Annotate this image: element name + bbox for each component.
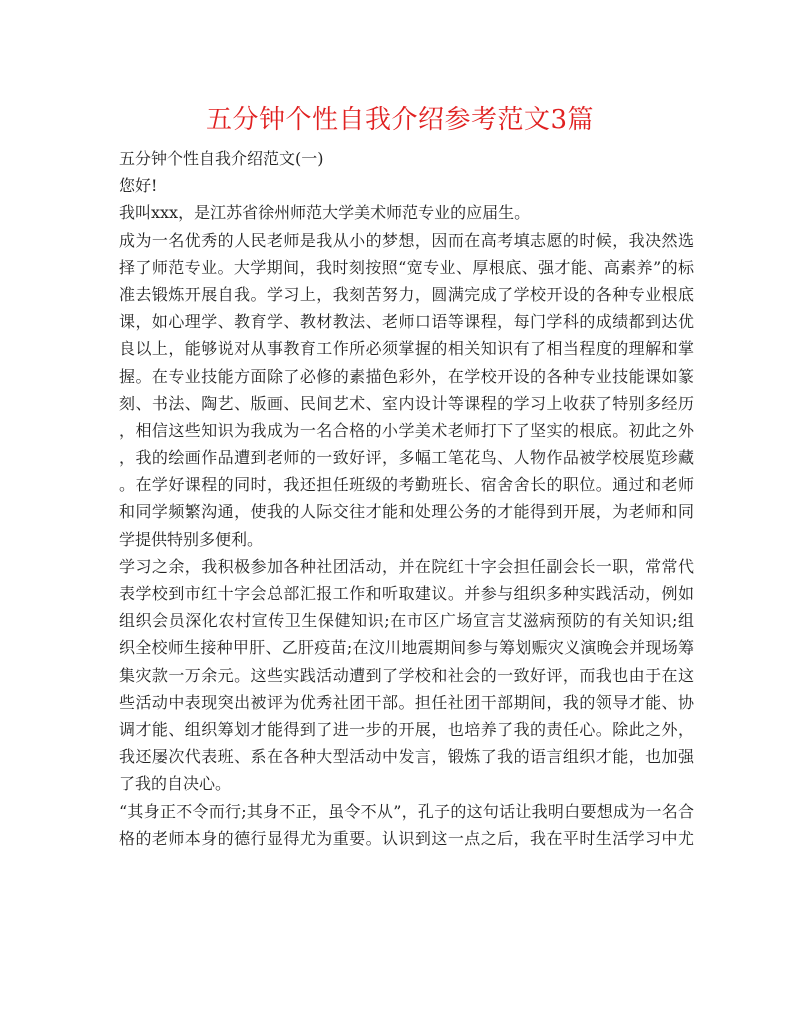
text-line: 握。在专业技能方面除了必修的素描色彩外，在学校开设的各种专业技能课如篆: [119, 366, 694, 386]
text-line: ，我的绘画作品遭到老师的一致好评，多幅工笔花鸟、人物作品被学校展览珍藏: [119, 448, 694, 468]
text-line: 学习之余，我积极参加各种社团活动，并在院红十字会担任副会长一职，常常代: [119, 556, 694, 576]
section-heading: 五分钟个性自我介绍范文(一): [119, 149, 324, 168]
text-line: ，相信这些知识为我成为一名合格的小学美术老师打下了坚实的根底。初此之外: [119, 420, 694, 440]
text-line: 刻、书法、陶艺、版画、民间艺术、室内设计等课程的学习上收获了特别多经历: [119, 393, 694, 413]
text-line: 课，如心理学、教育学、教材教法、老师口语等课程，每门学科的成绩都到达优: [119, 312, 694, 332]
text-line: “其身正不令而行;其身不正，虽令不从”，孔子的这句话让我明白要想成为一名合: [119, 801, 694, 821]
text-line: 织全校师生接种甲肝、乙肝疫苗;在汶川地震期间参与筹划赈灾义演晚会并现场筹: [119, 638, 694, 658]
text-line: 您好!: [119, 176, 158, 196]
text-line: 和同学频繁沟通，使我的人际交往才能和处理公务的才能得到开展，为老师和同: [119, 502, 694, 522]
text-line: 择了师范专业。大学期间，我时刻按照“宽专业、厚根底、强才能、高素养”的标: [119, 257, 694, 277]
text-line: 成为一名优秀的人民老师是我从小的梦想，因而在高考填志愿的时候，我决然选: [119, 230, 694, 250]
text-line: 表学校到市红十字会总部汇报工作和听取建议。并参与组织多种实践活动，例如: [119, 584, 694, 603]
text-line: 我还屡次代表班、系在各种大型活动中发言，锻炼了我的语言组织才能，也加强: [119, 747, 694, 767]
text-line: 集灾款一万余元。这些实践活动遭到了学校和社会的一致好评，而我也由于在这: [119, 665, 694, 685]
text-line: 格的老师本身的德行显得尤为重要。认识到这一点之后，我在平时生活学习中尤: [119, 828, 694, 848]
text-line: 些活动中表现突出被评为优秀社团干部。担任社团干部期间，我的领导才能、协: [119, 692, 694, 712]
text-line: 组织会员深化农村宣传卫生保健知识;在市区广场宣言艾滋病预防的有关知识;组: [119, 611, 694, 631]
text-line: 准去锻炼开展自我。学习上，我刻苦努力，圆满完成了学校开设的各种专业根底: [119, 284, 694, 304]
text-line: 我叫xxx，是江苏省徐州师范大学美术师范专业的应届生。: [119, 203, 531, 223]
text-line: 。在学好课程的同时，我还担任班级的考勤班长、宿舍舍长的职位。通过和老师: [119, 475, 694, 495]
text-line: 调才能、组织筹划才能得到了进一步的开展，也培养了我的责任心。除此之外，: [119, 719, 694, 739]
text-line: 良以上，能够说对从事教育工作所必须掌握的相关知识有了相当程度的理解和掌: [119, 339, 694, 359]
text-line: 了我的自决心。: [119, 774, 232, 794]
document-body: [119, 145, 694, 852]
document-title: 五分钟个性自我介绍参考范文3篇: [205, 105, 595, 135]
text-line: 学提供特别多便利。: [119, 529, 264, 549]
